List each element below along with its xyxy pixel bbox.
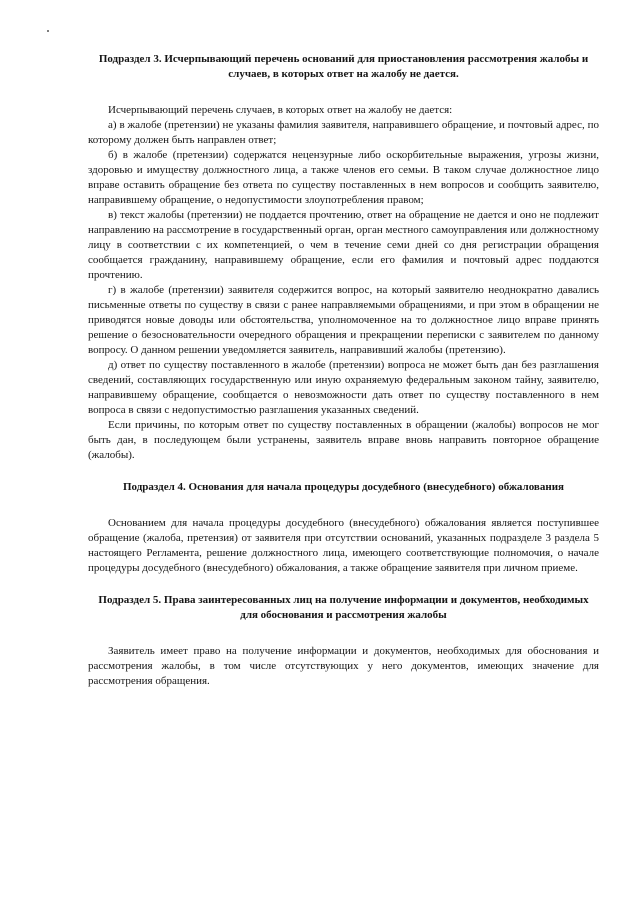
- section-heading: Подраздел 5. Права заинтересованных лиц на получение информации и документов, необходимых для обоснования и рассмотрения жалобы: [98, 594, 589, 621]
- spacer: [88, 623, 599, 644]
- paragraph: а) в жалобе (претензии) не указаны фамилия заявителя, направившего обращение, и почтовый адрес, по которому должен быть направлен ответ;: [88, 119, 599, 146]
- spacer: [88, 82, 599, 103]
- paragraph: Основанием для начала процедуры досудебного (внесудебного) обжалования является поступившее обращение (жалоба, претензия) от заявителя при отсутствии оснований, указанных подразделе 3 раздела 5 настоящего Регламента, решение должностного лица, имеющего соответствующие полномочия, о начале процедуры досудебного (внесудебного) обжалования, а также обращение заявителя при личном приеме.: [88, 517, 599, 574]
- paragraph: б) в жалобе (претензии) содержатся нецензурные либо оскорбительные выражения, угрозы жизни, здоровью и имуществу должностного лица, а также членов его семьи. В таком случае должностное лицо вправе оставить обращение без ответа по существу поставленных в нем вопросов и сообщить заявителю, направившему обращение, о недопустимости злоупотребления правом;: [88, 149, 599, 206]
- spacer: [88, 463, 599, 480]
- paragraph: Если причины, по которым ответ по существу поставленных в обращении (жалобы) вопросов не мог быть дан, в последующем были устранены, заявитель вправе вновь направить повторное обращение (жалобы).: [88, 419, 599, 461]
- paragraph: Исчерпывающий перечень случаев, в которых ответ на жалобу не дается:: [108, 104, 453, 116]
- paragraph: в) текст жалобы (претензии) не поддается прочтению, ответ на обращение не дается и оно не подлежит направлению на рассмотрение в государственный орган, орган местного самоуправления или должностному лицу в соответствии с их компетенцией, о чем в течение семи дней со дня регистрации обращения сообщается гражданину, направившему обращение, если его фамилия и почтовый адрес поддаются прочтению.: [88, 209, 599, 281]
- document-page: [88, 52, 599, 689]
- spacer: [88, 576, 599, 593]
- spacer: [88, 495, 599, 516]
- paragraph: г) в жалобе (претензии) заявителя содержится вопрос, на который заявителю неоднократно давались письменные ответы по существу в связи с ранее направляемыми обращениями, и при этом в обращении не приводятся новые доводы или обстоятельства, уполномоченное на то должностное лицо вправе принять решение о безосновательности очередного обращения и прекращении переписки с заявителем по данному вопросу. О данном решении уведомляется заявитель, направивший жалобы (претензию).: [88, 284, 599, 356]
- section-heading: Подраздел 4. Основания для начала процедуры досудебного (внесудебного) обжалования: [123, 481, 564, 493]
- scan-speck: [47, 30, 49, 32]
- section-heading: Подраздел 3. Исчерпывающий перечень оснований для приостановления рассмотрения жалобы и случаев, в которых ответ на жалобу не дается.: [98, 53, 589, 80]
- paragraph: Заявитель имеет право на получение информации и документов, необходимых для обоснования и рассмотрения жалобы, в том числе отсутствующих у него документов, имеющих значение для рассмотрения обращения.: [88, 645, 599, 687]
- paragraph: д) ответ по существу поставленного в жалобе (претензии) вопроса не может быть дан без разглашения сведений, составляющих государственную или иную охраняемую федеральным законом тайну, заявителю, направившему обращение, сообщается о невозможности дать ответ по существу поставленного в нем вопроса в связи с недопустимостью разглашения указанных сведений.: [88, 359, 599, 416]
